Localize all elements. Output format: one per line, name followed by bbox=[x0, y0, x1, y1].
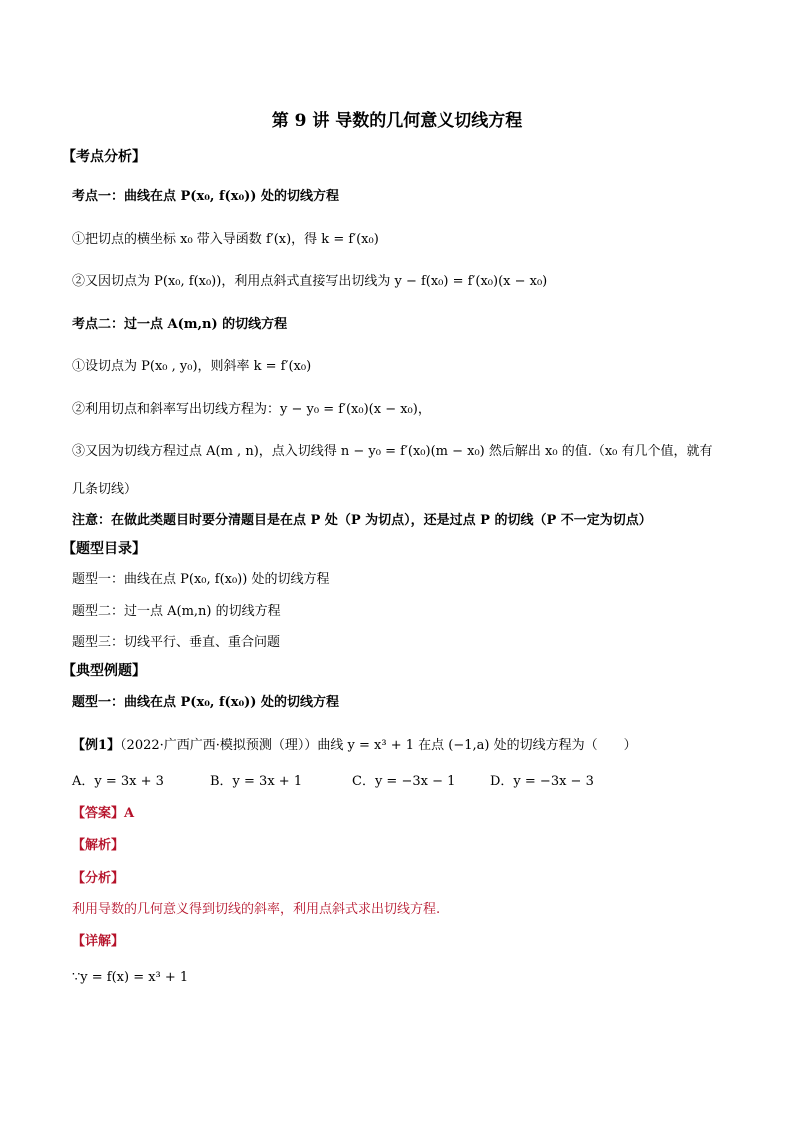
point-2-step-3: ③又因为切线方程过点 A(m , n)，点入切线得 n − y₀ = f′(x₀)(m − x₀) 然后解出 x₀ 的值.（x₀ 有几个值，就有 bbox=[72, 444, 713, 459]
point-2-step-3-cont: 几条切线） bbox=[72, 482, 138, 497]
catalog-item-3: 题型三：切线平行、垂直、重合问题 bbox=[72, 635, 281, 650]
section-analysis: 【考点分析】 bbox=[62, 149, 146, 165]
note: 注意：在做此类题目时要分清题目是在点 P 处（P 为切点），还是过点 P 的切线（P 不一定为切点） bbox=[72, 513, 652, 528]
point-2-step-2: ②利用切点和斜率写出切线方程为：y − y₀ = f′(x₀)(x − x₀)， bbox=[72, 402, 431, 417]
example-1-question bbox=[72, 737, 637, 755]
detail-label: 【详解】 bbox=[72, 934, 125, 949]
catalog-item-2: 题型二：过一点 A(m,n) 的切线方程 bbox=[72, 604, 281, 619]
example-1-options bbox=[72, 773, 594, 791]
page-title: 第 9 讲 导数的几何意义切线方程 bbox=[271, 111, 523, 131]
point-1-title: 考点一：曲线在点 P(x₀, f(x₀)) 处的切线方程 bbox=[72, 189, 339, 204]
detail-text: ∵y = f(x) = x³ + 1 bbox=[72, 970, 189, 985]
point-2-title: 考点二：过一点 A(m,n) 的切线方程 bbox=[72, 317, 288, 332]
section-examples: 【典型例题】 bbox=[62, 663, 146, 679]
option-b: B．y = 3x + 1 bbox=[210, 774, 303, 789]
example-1-text: （2022·广西广西·模拟预测（理））曲线 y = x³ + 1 在点 (−1,a) 处的切线方程为（ ） bbox=[120, 738, 637, 753]
option-c: C．y = −3x − 1 bbox=[352, 774, 456, 789]
section-catalog: 【题型目录】 bbox=[62, 541, 146, 557]
analysis-text: 利用导数的几何意义得到切线的斜率，利用点斜式求出切线方程. bbox=[72, 902, 441, 917]
answer: 【答案】A bbox=[72, 806, 135, 821]
type-1-heading: 题型一：曲线在点 P(x₀, f(x₀)) 处的切线方程 bbox=[72, 695, 339, 710]
point-2-step-1: ①设切点为 P(x₀ , y₀)，则斜率 k = f′(x₀) bbox=[72, 359, 312, 374]
option-a: A．y = 3x + 3 bbox=[72, 774, 164, 789]
point-1-step-2: ②又因切点为 P(x₀, f(x₀))，利用点斜式直接写出切线为 y − f(x₀) = f′(x₀)(x − x₀) bbox=[72, 274, 548, 289]
analysis-label: 【分析】 bbox=[72, 871, 125, 886]
solution-label: 【解析】 bbox=[72, 838, 125, 853]
option-d: D．y = −3x − 3 bbox=[490, 774, 594, 789]
point-1-step-1: ①把切点的横坐标 x₀ 带入导函数 f′(x)，得 k = f′(x₀) bbox=[72, 232, 379, 247]
catalog-item-1: 题型一：曲线在点 P(x₀, f(x₀)) 处的切线方程 bbox=[72, 572, 330, 587]
example-1-label: 【例1】 bbox=[72, 738, 121, 753]
